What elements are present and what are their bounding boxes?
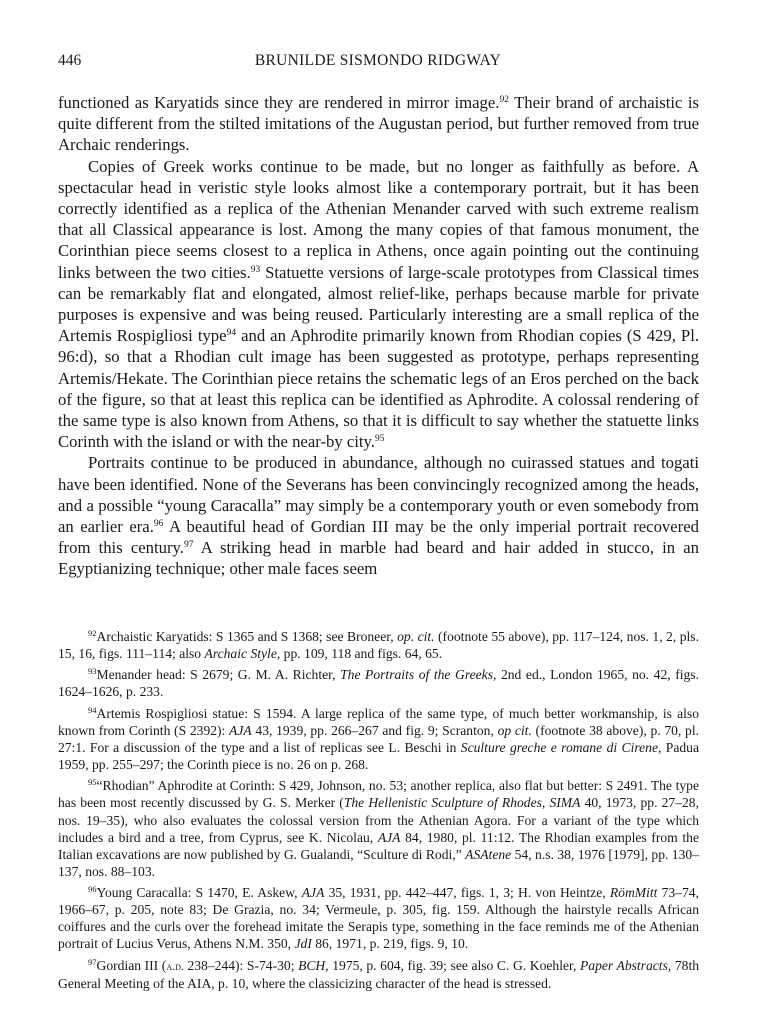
running-head: BRUNILDE SISMONDO RIDGWAY: [254, 52, 502, 69]
footnote-ref-96[interactable]: 96: [153, 519, 164, 530]
footnote-94: $^{94}$Artemis Rospigliosi statue: S 1594. A large replica of the same type, of much better workmanship, is also known from Corinth (S 2392): AJA 43, 1939, pp. 266–267 and fig. 9; Scranton, op cit. (footnote 38 above), p. 70, pl. 27:1. For a discussion of the type and a list of replicas see L. Beschi in Sculture greche e romane di Cirene, Padua 1959, pp. 255–297; the Corinth piece is no. 26 on p. 268.: [58, 704, 699, 773]
paragraph-3: Portraits continue to be produced in abundance, although no cuirassed statues and togati have been identified. None of the Severans has been convincingly recognized among the heads, and a possible “young Caracalla” may simply be a contemporary youth or even somebody from an earlier era.$^{96}$ A beautiful head of Gordian III may be the only imperial portrait recovered from this century.$^{97}$ A striking head in marble had beard and hair added in stucco, in an Egyptianizing technique; other male faces seem: [58, 453, 699, 579]
page-number: 446: [58, 52, 82, 69]
footnote-ref-93[interactable]: 93: [250, 264, 261, 275]
paragraph-1: functioned as Karyatids since they are rendered in mirror image.$^{92}$ Their brand of archaistic is quite different from the stilted imitations of the Augustan period, but further removed from true Archaic renderings.: [58, 93, 699, 155]
footnote-ref-92[interactable]: 92: [499, 95, 509, 105]
footnote-97: $^{97}$Gordian III (a.d. 238–244): S-74-30; BCH, 1975, p. 604, fig. 39; see also C. G. Koehler, Paper Abstracts, 78th General Meeting of the AIA, p. 10, where the classicizing character of the head is stressed.: [58, 956, 700, 991]
footnote-ref-95[interactable]: 95: [374, 434, 385, 445]
footnote-92: $^{92}$Archaistic Karyatids: S 1365 and S 1368; see Broneer, op. cit. (footnote 55 above), pp. 117–124, nos. 1, 2, pls. 15, 16, figs. 111–114; also Archaic Style, pp. 109, 118 and figs. 64, 65.: [58, 628, 699, 662]
footnote-ref-94[interactable]: 94: [226, 328, 237, 339]
page-header: [58, 52, 698, 72]
footnote-96: $^{96}$Young Caracalla: S 1470, E. Askew, AJA 35, 1931, pp. 442–447, figs. 1, 3; H. von Heintze, RömMitt 73–74, 1966–67, p. 205, note 83; De Grazia, no. 34; Vermeule, p. 305, fig. 159. Although the hairstyle recalls African coiffures and the curls over the forehead imitate the Serapis type, something in the face reminds me of the Athenian portrait of Lucius Verus, Athens N.M. 350, JdI 86, 1971, p. 219, figs. 9, 10.: [58, 884, 699, 952]
paragraph-2: Copies of Greek works continue to be made, but no longer as faithfully as before. A spectacular head in veristic style looks almost like a contemporary portrait, but it has been correctly identified as a replica of the Athenian Menander carved with such extreme realism that all Classical appearance is lost. Among the many copies of that famous monument, the Corinthian piece seems closest to a replica in Athens, once again pointing out the continuing links between the two cities.$^{93}$ Statuette versions of large-scale prototypes from Classical times can be remarkably flat and elongated, almost relief-like, perhaps because marble for private purposes is expensive and was being reused. Particularly interesting are a small replica of the Artemis Rospigliosi type$^{94}$ and an Aphrodite primarily known from Rhodian copies (S 429, Pl. 96:d), so that a Rhodian cult image has been suggested as prototype, perhaps representing Artemis/Hekate. The Corinthian piece retains the schematic legs of an Eros perched on the back of the figure, so that at least this replica can be identified as Aphrodite. A colossal rendering of the same type is also known from Athens, so that it is difficult to say whether the statuette links Corinth with the island or with the near-by city.$^{95}$: [58, 156, 700, 452]
footnote-95: $^{95}$“Rhodian” Aphrodite at Corinth: S 429, Johnson, no. 53; another replica, also flat but better: S 2491. The type has been most recently discussed by G. S. Merker (The Hellenistic Sculpture of Rhodes, SIMA 40, 1973, pp. 27–28, nos. 19–35), who also evaluates the colossal version from the Athenian Agora. For a variant of the type which includes a bird and a tree, from Cyprus, see K. Nicolau, AJA 84, 1980, pl. 11:12. The Rhodian examples from the Italian excavations are now published by G. Gualandi, “Sculture di Rodi,” ASAtene 54, n.s. 38, 1976 [1979], pp. 130–137, nos. 88–103.: [58, 777, 700, 879]
footnotes: [58, 628, 699, 996]
main-text: [58, 92, 699, 580]
footnote-93: $^{93}$Menander head: S 2679; G. M. A. Richter, The Portraits of the Greeks, 2nd ed., London 1965, no. 42, figs. 1624–1626, p. 233.: [58, 666, 699, 700]
footnote-ref-97[interactable]: 97: [183, 540, 194, 551]
